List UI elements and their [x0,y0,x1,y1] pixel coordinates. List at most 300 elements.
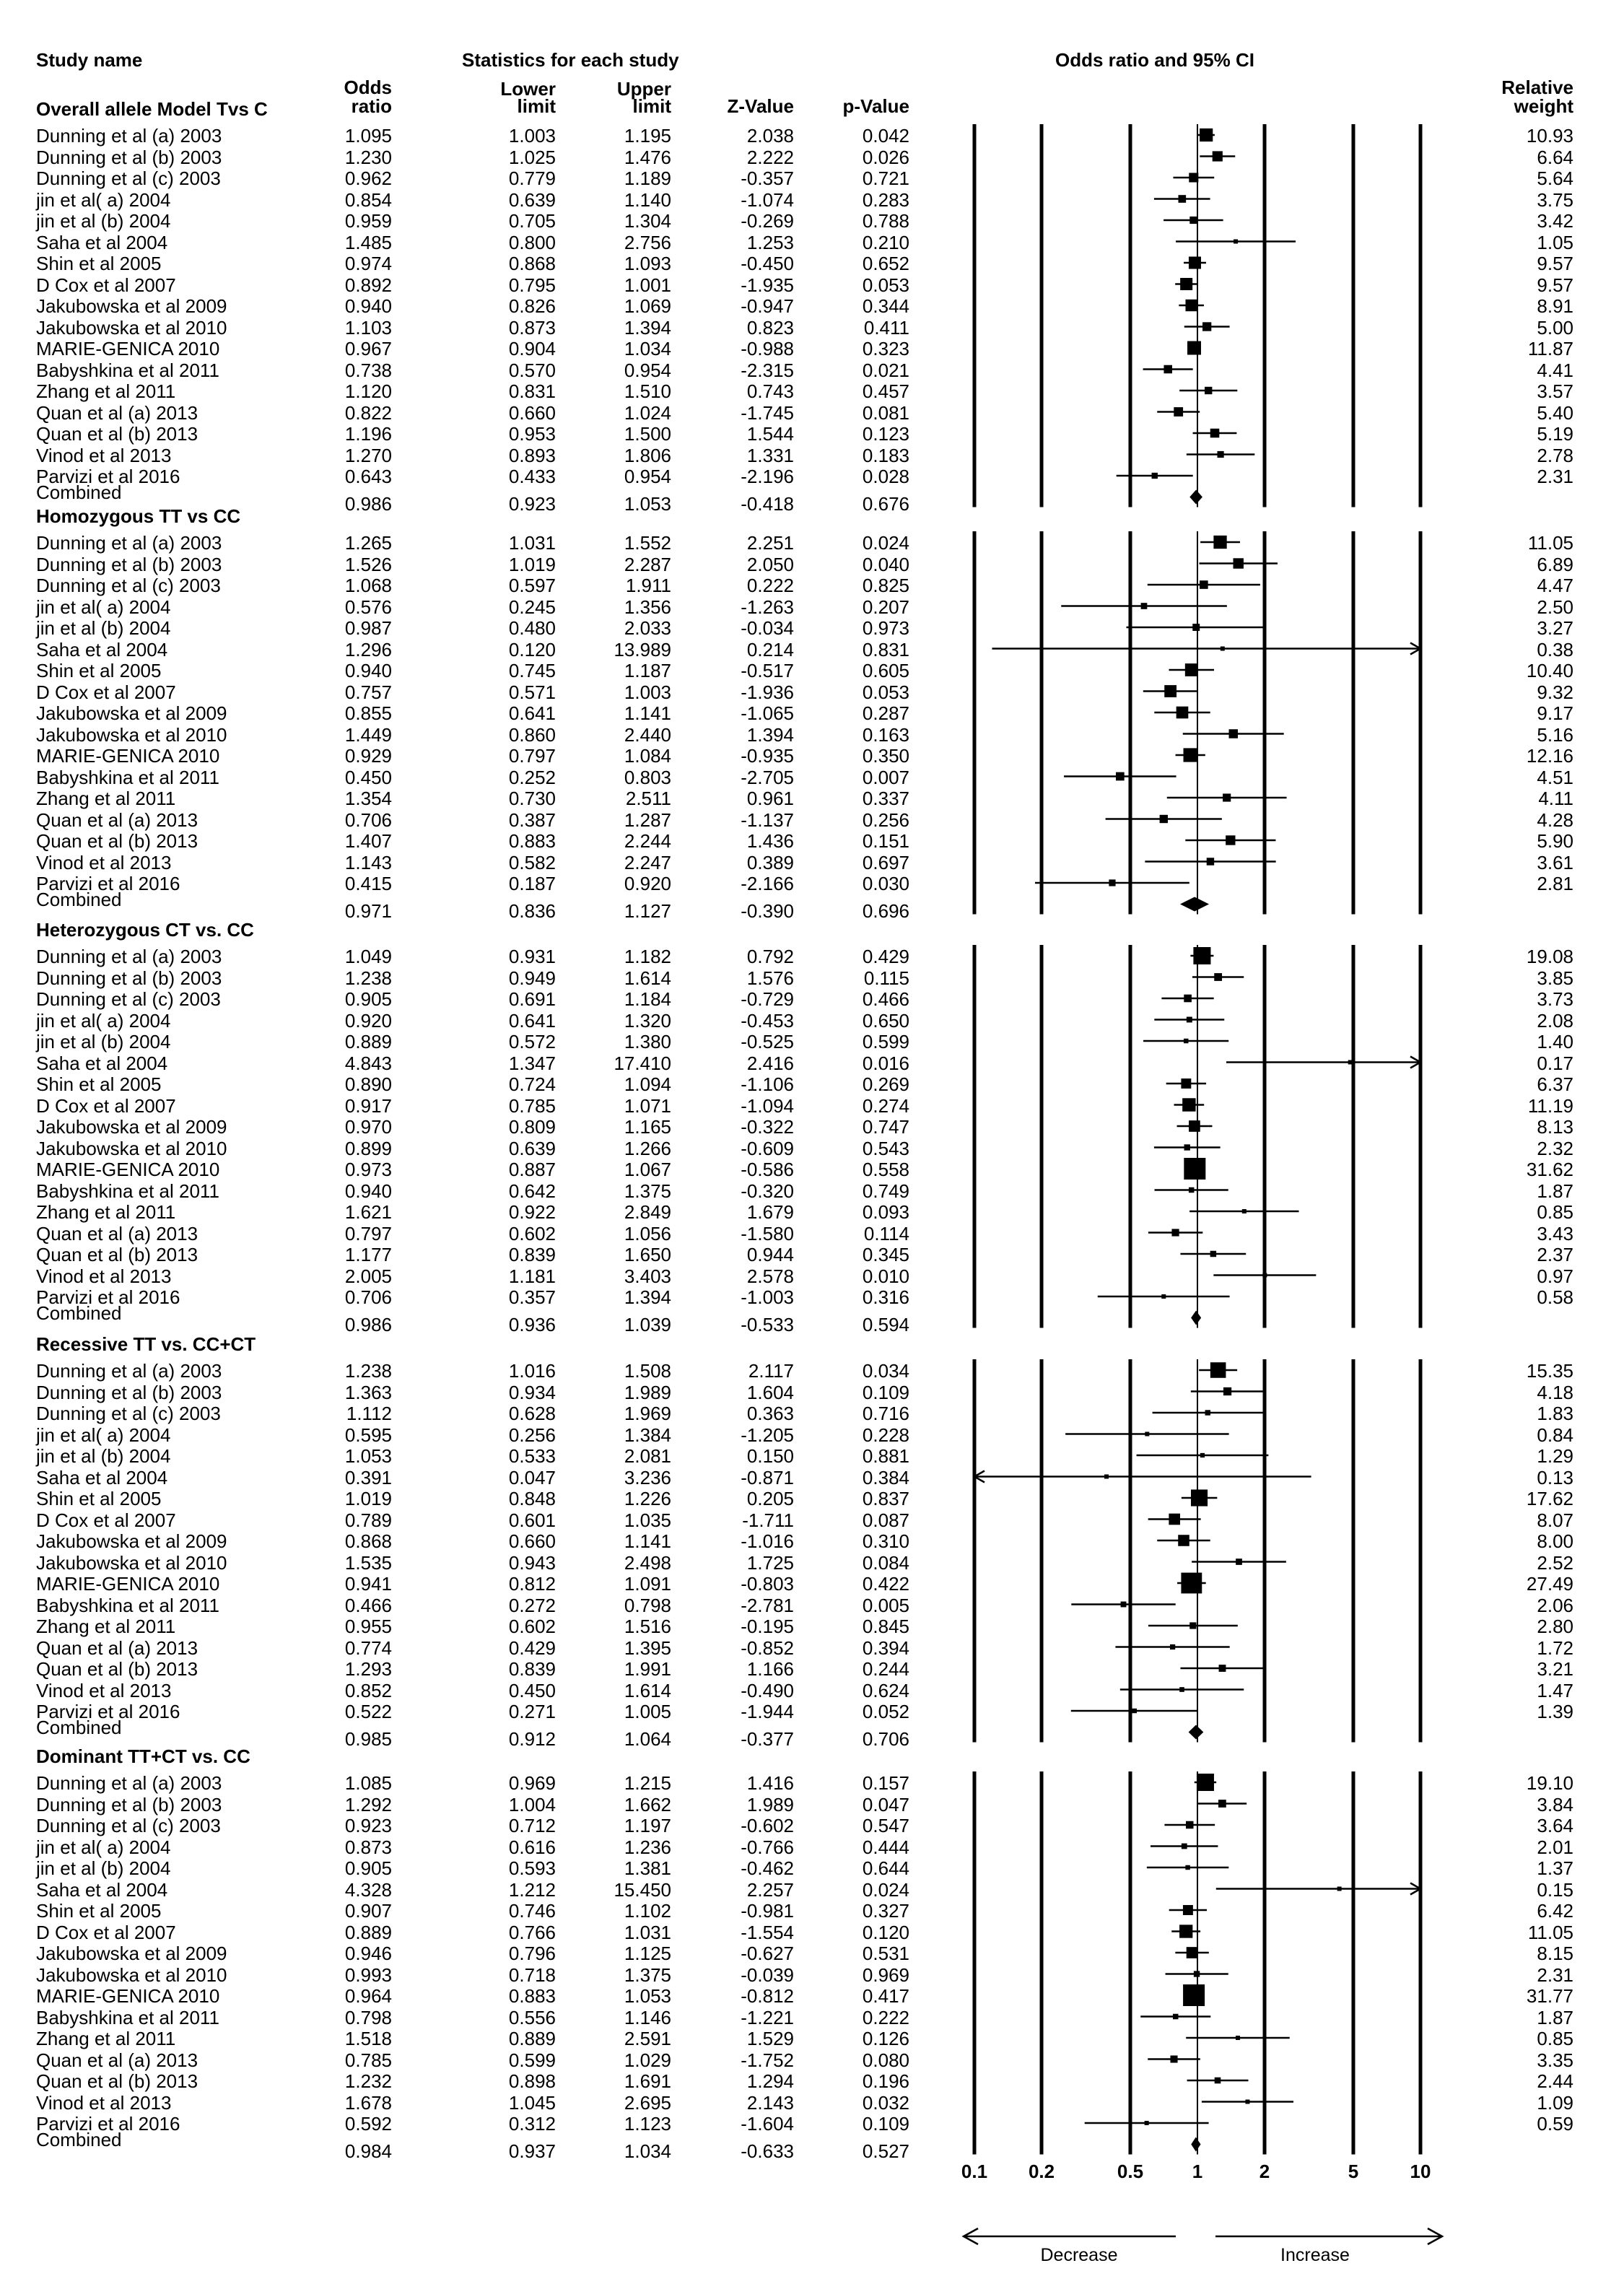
stat-cell: 1.025 [508,146,556,168]
stat-cell: 0.907 [344,1900,392,1922]
effect-square [1145,2121,1149,2125]
stat-cell: 0.457 [862,380,909,402]
stat-cell: 0.021 [862,359,909,381]
weight-cell: 6.42 [1537,1900,1573,1922]
study-label: Parvizi et al 2016 [36,466,180,487]
effect-square [1181,1078,1191,1089]
weight-cell: 19.10 [1526,1772,1573,1794]
stat-cell: 0.774 [344,1636,392,1659]
effect-square [1109,879,1115,886]
stat-cell: 1.005 [624,1701,671,1722]
stat-cell: 13.989 [614,638,671,661]
weight-cell: 0.84 [1537,1424,1573,1446]
stat-cell: 0.641 [508,1009,556,1032]
study-label: Saha et al 2004 [36,1052,168,1074]
study-name-header: Study name [36,49,143,71]
effect-square [1200,580,1208,589]
stat-cell: 0.114 [863,1222,909,1245]
study-label: Vinod et al 2013 [36,444,172,466]
combined-stat-cell: 1.127 [624,899,671,922]
weight-cell: 2.31 [1537,1963,1573,1986]
study-label: Dunning et al (b) 2003 [36,1793,222,1816]
study-label: Jakubowska et al 2009 [36,1943,227,1964]
stat-cell: 1.094 [624,1073,671,1095]
effect-square [1186,1821,1193,1828]
combined-stat-cell: 0.985 [344,1727,392,1750]
study-label: Babyshkina et al 2011 [36,1594,219,1616]
study-label: Vinod et al 2013 [36,1679,172,1701]
stat-cell: 1.212 [508,1878,556,1901]
stat-cell: 1.123 [624,2113,671,2135]
effect-square [1202,322,1211,331]
weight-cell: 5.64 [1537,167,1573,189]
stat-cell: -0.602 [741,1815,794,1836]
stat-cell: 1.991 [624,1658,671,1680]
weight-cell: 5.90 [1537,830,1573,852]
stat-cell: 0.954 [624,466,671,487]
effect-square [1233,558,1243,568]
stat-cell: 1.141 [624,1530,671,1552]
study-label: Dunning et al (b) 2003 [36,146,222,168]
stat-cell: 1.093 [624,253,671,274]
stat-cell: 0.450 [508,1679,556,1701]
combined-stat-cell: -0.633 [741,2140,794,2162]
weight-cell: 0.97 [1537,1265,1573,1287]
stat-cell: 0.592 [344,2113,392,2135]
stat-cell: 1.356 [624,596,671,618]
weight-cell: 11.19 [1527,1094,1573,1117]
stat-cell: -0.322 [741,1116,794,1138]
combined-stat-cell: 0.696 [862,899,909,922]
stat-cell: 1.103 [344,316,392,339]
stat-cell: 0.848 [508,1488,556,1509]
stat-cell: 0.214 [746,638,794,661]
stat-cell: 0.283 [862,188,909,211]
weight-cell: 9.32 [1537,681,1573,703]
stat-cell: 0.964 [344,1985,392,2007]
study-label: Dunning et al (a) 2003 [36,946,222,967]
stat-cell: 0.852 [344,1679,392,1701]
stat-cell: 0.883 [508,830,556,852]
stat-cell: 0.691 [508,988,556,1010]
stat-cell: 0.730 [508,788,556,809]
stat-cell: 0.042 [862,125,909,147]
weight-cell: 9.57 [1537,274,1573,296]
stat-cell: 0.252 [508,766,556,788]
effect-square [1164,365,1172,374]
weight-cell: 3.84 [1537,1793,1573,1816]
stat-cell: 2.511 [625,788,671,809]
stat-cell: 0.641 [508,702,556,724]
stat-cell: 0.081 [862,401,909,424]
stat-cell: 1.725 [746,1551,794,1574]
stat-cell: 1.416 [746,1772,794,1794]
stat-cell: 1.253 [746,231,794,253]
effect-square [1197,1774,1214,1791]
effect-square [1187,1947,1198,1958]
weight-cell: 3.64 [1537,1815,1573,1836]
stat-cell: 0.822 [344,401,392,424]
study-label: Dunning et al (c) 2003 [36,988,221,1010]
stat-cell: 0.809 [508,1116,556,1138]
weight-cell: 0.59 [1537,2113,1573,2135]
stat-cell: 0.123 [862,423,909,445]
effect-square [1242,1209,1247,1213]
study-label: Shin et al 2005 [36,1073,162,1095]
stat-cell: -0.586 [741,1159,794,1180]
stat-cell: 2.287 [624,553,671,575]
stat-cell: 0.889 [344,1921,392,1943]
x-tick-label: 10 [1410,2161,1431,2182]
study-label: Saha et al 2004 [36,1878,168,1901]
study-label: Vinod et al 2013 [36,851,172,873]
combined-label: Combined [36,481,122,503]
weight-cell: 3.21 [1537,1658,1573,1680]
stat-cell: 0.624 [862,1679,909,1701]
stat-cell: 0.697 [862,851,909,873]
stat-cell: 0.628 [508,1403,556,1424]
stat-cell: 1.354 [344,788,392,809]
combined-diamond [1189,1725,1204,1740]
stat-cell: 1.294 [746,2070,794,2092]
upper-limit-header-line1: Upper [616,78,671,100]
effect-square [1164,685,1176,697]
weight-cell: 6.37 [1537,1073,1573,1095]
stat-cell: 0.955 [344,1616,392,1637]
stat-cell: 0.087 [862,1509,909,1531]
stat-cell: 0.798 [624,1594,671,1616]
weight-cell: 0.58 [1537,1286,1573,1308]
stat-cell: 1.535 [344,1551,392,1574]
stat-cell: 0.943 [508,1551,556,1574]
stat-cell: 1.510 [624,380,671,402]
effect-square [1210,429,1220,438]
stat-cell: 0.797 [508,745,556,767]
study-label: Dunning et al (c) 2003 [36,1815,221,1836]
study-label: Zhang et al 2011 [36,1616,176,1637]
study-label: jin et al (b) 2004 [36,1857,171,1879]
stat-cell: 1.476 [624,146,671,168]
stat-cell: 1.184 [624,988,671,1010]
stat-cell: 1.120 [344,380,392,402]
stat-cell: 0.931 [508,946,556,967]
stat-cell: 0.788 [862,210,909,232]
stat-cell: 2.440 [624,723,671,746]
stat-cell: 0.522 [344,1701,392,1722]
stat-cell: 0.969 [508,1772,556,1794]
stat-cell: -1.604 [741,2113,794,2135]
stat-cell: 0.323 [862,338,909,359]
weight-cell: 2.37 [1537,1244,1573,1265]
stat-cell: 0.391 [344,1466,392,1488]
stat-cell: 1.395 [624,1636,671,1659]
combined-stat-cell: 0.594 [862,1313,909,1335]
weight-cell: 12.16 [1526,745,1573,767]
stat-cell: 0.572 [508,1031,556,1052]
stat-cell: 15.450 [614,1878,671,1901]
stat-cell: 0.601 [508,1509,556,1531]
stat-cell: 0.222 [746,575,794,596]
stat-cell: 1.293 [344,1658,392,1680]
effect-square [1234,240,1238,244]
stat-cell: 1.485 [344,231,392,253]
stat-cell: 1.296 [344,638,392,661]
stat-cell: 0.053 [862,681,909,703]
stat-cell: 0.163 [862,723,909,746]
stat-cell: 1.621 [344,1201,392,1223]
study-label: jin et al (b) 2004 [36,1445,171,1467]
stat-cell: 0.970 [344,1116,392,1138]
stat-cell: 1.508 [624,1360,671,1382]
stat-cell: 0.961 [746,788,794,809]
x-tick-label: 0.1 [961,2161,988,2182]
weight-cell: 1.05 [1537,231,1573,253]
combined-stat-cell: 1.034 [624,2140,671,2162]
combined-stat-cell: 0.984 [344,2140,392,2162]
weight-cell: 8.91 [1537,295,1573,317]
combined-diamond [1180,897,1209,912]
stat-cell: 0.923 [344,1815,392,1836]
effect-square [1210,1251,1216,1257]
stat-cell: 0.115 [863,967,909,989]
stat-cell: 2.849 [624,1201,671,1223]
effect-square [1189,217,1197,224]
stat-cell: 0.743 [746,380,794,402]
weight-cell: 2.50 [1537,596,1573,618]
stat-cell: -0.357 [741,167,794,189]
study-label: Jakubowska et al 2010 [36,316,227,339]
stat-cell: 0.597 [508,575,556,596]
stat-cell: 1.226 [624,1488,671,1509]
stat-cell: 0.643 [344,466,392,487]
effect-square [1182,1098,1195,1111]
stat-cell: 0.030 [862,873,909,894]
stat-cell: 0.602 [508,1616,556,1637]
stat-cell: 1.407 [344,830,392,852]
stat-cell: 2.591 [624,2028,671,2049]
stat-cell: 0.026 [862,146,909,168]
stat-cell: -1.074 [741,188,794,211]
weight-cell: 9.17 [1537,702,1573,724]
stat-cell: 2.578 [746,1265,794,1287]
combined-label: Combined [36,1302,122,1324]
stat-cell: 1.604 [746,1381,794,1403]
effect-square [1145,1432,1149,1437]
effect-square [1184,995,1192,1003]
stat-cell: 0.570 [508,359,556,381]
stat-cell: 1.146 [624,2006,671,2028]
stat-cell: 0.797 [344,1222,392,1245]
stat-cell: 0.946 [344,1943,392,1964]
effect-square [1217,451,1223,458]
effect-square [1223,793,1231,801]
stat-cell: 1.102 [624,1900,671,1922]
weight-cell: 3.42 [1537,210,1573,232]
study-label: Quan et al (a) 2013 [36,1636,198,1659]
stat-cell: 0.080 [862,2049,909,2071]
stat-cell: 1.189 [624,167,671,189]
stat-cell: 0.093 [862,1201,909,1223]
stat-cell: 1.989 [746,1793,794,1816]
stat-cell: -1.944 [741,1701,794,1722]
stat-cell: 0.411 [863,316,909,339]
effect-square [1174,407,1183,417]
stat-cell: -0.766 [741,1836,794,1858]
effect-square [1184,1144,1190,1150]
x-tick-label: 0.5 [1117,2161,1144,2182]
stat-cell: 0.749 [862,1180,909,1202]
stat-cell: 0.222 [862,2006,909,2028]
stat-cell: 0.812 [508,1573,556,1595]
stat-cell: 1.576 [746,967,794,989]
stat-cell: 1.112 [346,1403,392,1424]
study-label: Shin et al 2005 [36,660,162,681]
stat-cell: 0.934 [508,1381,556,1403]
stat-cell: 0.480 [508,617,556,639]
effect-square [1193,947,1210,964]
stat-cell: 0.531 [862,1943,909,1964]
stat-cell: 0.053 [862,274,909,296]
stat-cell: 0.949 [508,967,556,989]
stat-cell: -1.094 [741,1094,794,1117]
upper-limit-header-line2: limit [632,95,671,117]
stat-cell: 2.143 [746,2091,794,2114]
study-label: Quan et al (a) 2013 [36,808,198,831]
stat-cell: 1.516 [624,1616,671,1637]
weight-cell: 0.13 [1537,1466,1573,1488]
stat-cell: 0.745 [508,660,556,681]
weight-cell: 2.32 [1537,1137,1573,1159]
stat-cell: 0.929 [344,745,392,767]
weight-cell: 3.27 [1537,617,1573,639]
stat-cell: 1.034 [624,338,671,359]
combined-label: Combined [36,2128,122,2150]
stat-cell: 0.639 [508,188,556,211]
stat-cell: 0.905 [344,988,392,1010]
stat-cell: 0.187 [508,873,556,894]
section-title: Heterozygous CT vs. CC [36,919,254,941]
effect-square [1185,1865,1189,1870]
effect-square [1173,2014,1179,2020]
stat-cell: 0.839 [508,1658,556,1680]
stat-cell: 0.868 [344,1530,392,1552]
stat-cell: -1.935 [741,274,794,296]
weight-cell: 6.89 [1537,553,1573,575]
weight-cell: 4.47 [1537,575,1573,596]
stat-cell: 3.403 [624,1265,671,1287]
stat-cell: 2.033 [624,617,671,639]
stat-cell: 0.387 [508,808,556,831]
effect-square [1236,2036,1240,2040]
effect-square [1178,1535,1189,1546]
weight-cell: 0.17 [1537,1052,1573,1074]
combined-stat-cell: 0.676 [862,492,909,515]
study-label: Shin et al 2005 [36,253,162,274]
stat-cell: 1.270 [344,444,392,466]
stat-cell: -1.263 [741,596,794,618]
study-label: Parvizi et al 2016 [36,2113,180,2135]
stat-cell: 0.845 [862,1616,909,1637]
effect-square [1185,663,1198,676]
weight-cell: 1.09 [1537,2091,1573,2114]
combined-stat-cell: 0.527 [862,2140,909,2162]
stat-cell: 0.450 [344,766,392,788]
study-label: jin et al( a) 2004 [36,1836,171,1858]
stat-cell: 0.363 [746,1403,794,1424]
effect-square [1152,473,1158,479]
stat-cell: 0.084 [862,1551,909,1574]
stat-cell: 1.230 [344,146,392,168]
stat-cell: 0.898 [508,2070,556,2092]
study-label: Quan et al (a) 2013 [36,2049,198,2071]
study-label: Dunning et al (c) 2003 [36,1403,221,1424]
study-label: Quan et al (b) 2013 [36,2070,198,2092]
stat-cell: 0.157 [862,1772,909,1794]
effect-square [1184,1039,1189,1044]
effect-square [1192,624,1200,631]
weight-cell: 8.15 [1537,1943,1573,1964]
study-label: Quan et al (b) 2013 [36,423,198,445]
stat-cell: 0.705 [508,210,556,232]
stat-cell: 0.944 [746,1244,794,1265]
stat-cell: 0.345 [862,1244,909,1265]
stat-cell: 1.004 [508,1793,556,1816]
study-label: Quan et al (a) 2013 [36,401,198,424]
stat-cell: 1.024 [624,401,671,424]
stat-cell: 0.889 [508,2028,556,2049]
stat-cell: 1.187 [624,660,671,681]
stat-cell: 0.272 [508,1594,556,1616]
weight-cell: 2.08 [1537,1009,1573,1032]
stat-cell: 0.269 [862,1073,909,1095]
stat-cell: -2.166 [741,873,794,894]
study-label: Dunning et al (a) 2003 [36,1772,222,1794]
study-label: Quan et al (b) 2013 [36,1244,198,1265]
stat-cell: 0.855 [344,702,392,724]
stats-title: Statistics for each study [462,49,679,71]
combined-stat-cell: 1.053 [624,492,671,515]
stat-cell: -0.935 [741,745,794,767]
stat-cell: -1.745 [741,401,794,424]
study-label: jin et al (b) 2004 [36,617,171,639]
weight-cell: 1.47 [1537,1679,1573,1701]
stat-cell: 1.529 [746,2028,794,2049]
study-label: MARIE-GENICA 2010 [36,1159,220,1180]
weight-cell: 3.35 [1537,2049,1573,2071]
weight-cell: 2.80 [1537,1616,1573,1637]
study-label: MARIE-GENICA 2010 [36,338,220,359]
stat-cell: 0.040 [862,553,909,575]
combined-diamond [1191,2137,1200,2152]
effect-square [1337,1887,1342,1891]
weight-cell: 27.49 [1526,1573,1573,1595]
effect-square [1223,1387,1231,1395]
stat-cell: 0.798 [344,2006,392,2028]
study-label: MARIE-GENICA 2010 [36,745,220,767]
stat-cell: 2.251 [746,532,794,554]
study-label: D Cox et al 2007 [36,681,176,703]
stat-cell: 0.889 [344,1031,392,1052]
effect-square [1189,1187,1195,1193]
stat-cell: 1.182 [624,946,671,967]
stat-cell: 0.873 [344,1836,392,1858]
weight-cell: 4.41 [1537,359,1573,381]
stat-cell: -0.039 [741,1963,794,1986]
effect-square [1189,1622,1196,1629]
study-label: Shin et al 2005 [36,1900,162,1922]
stat-cell: 0.823 [746,316,794,339]
stat-cell: -2.315 [741,359,794,381]
